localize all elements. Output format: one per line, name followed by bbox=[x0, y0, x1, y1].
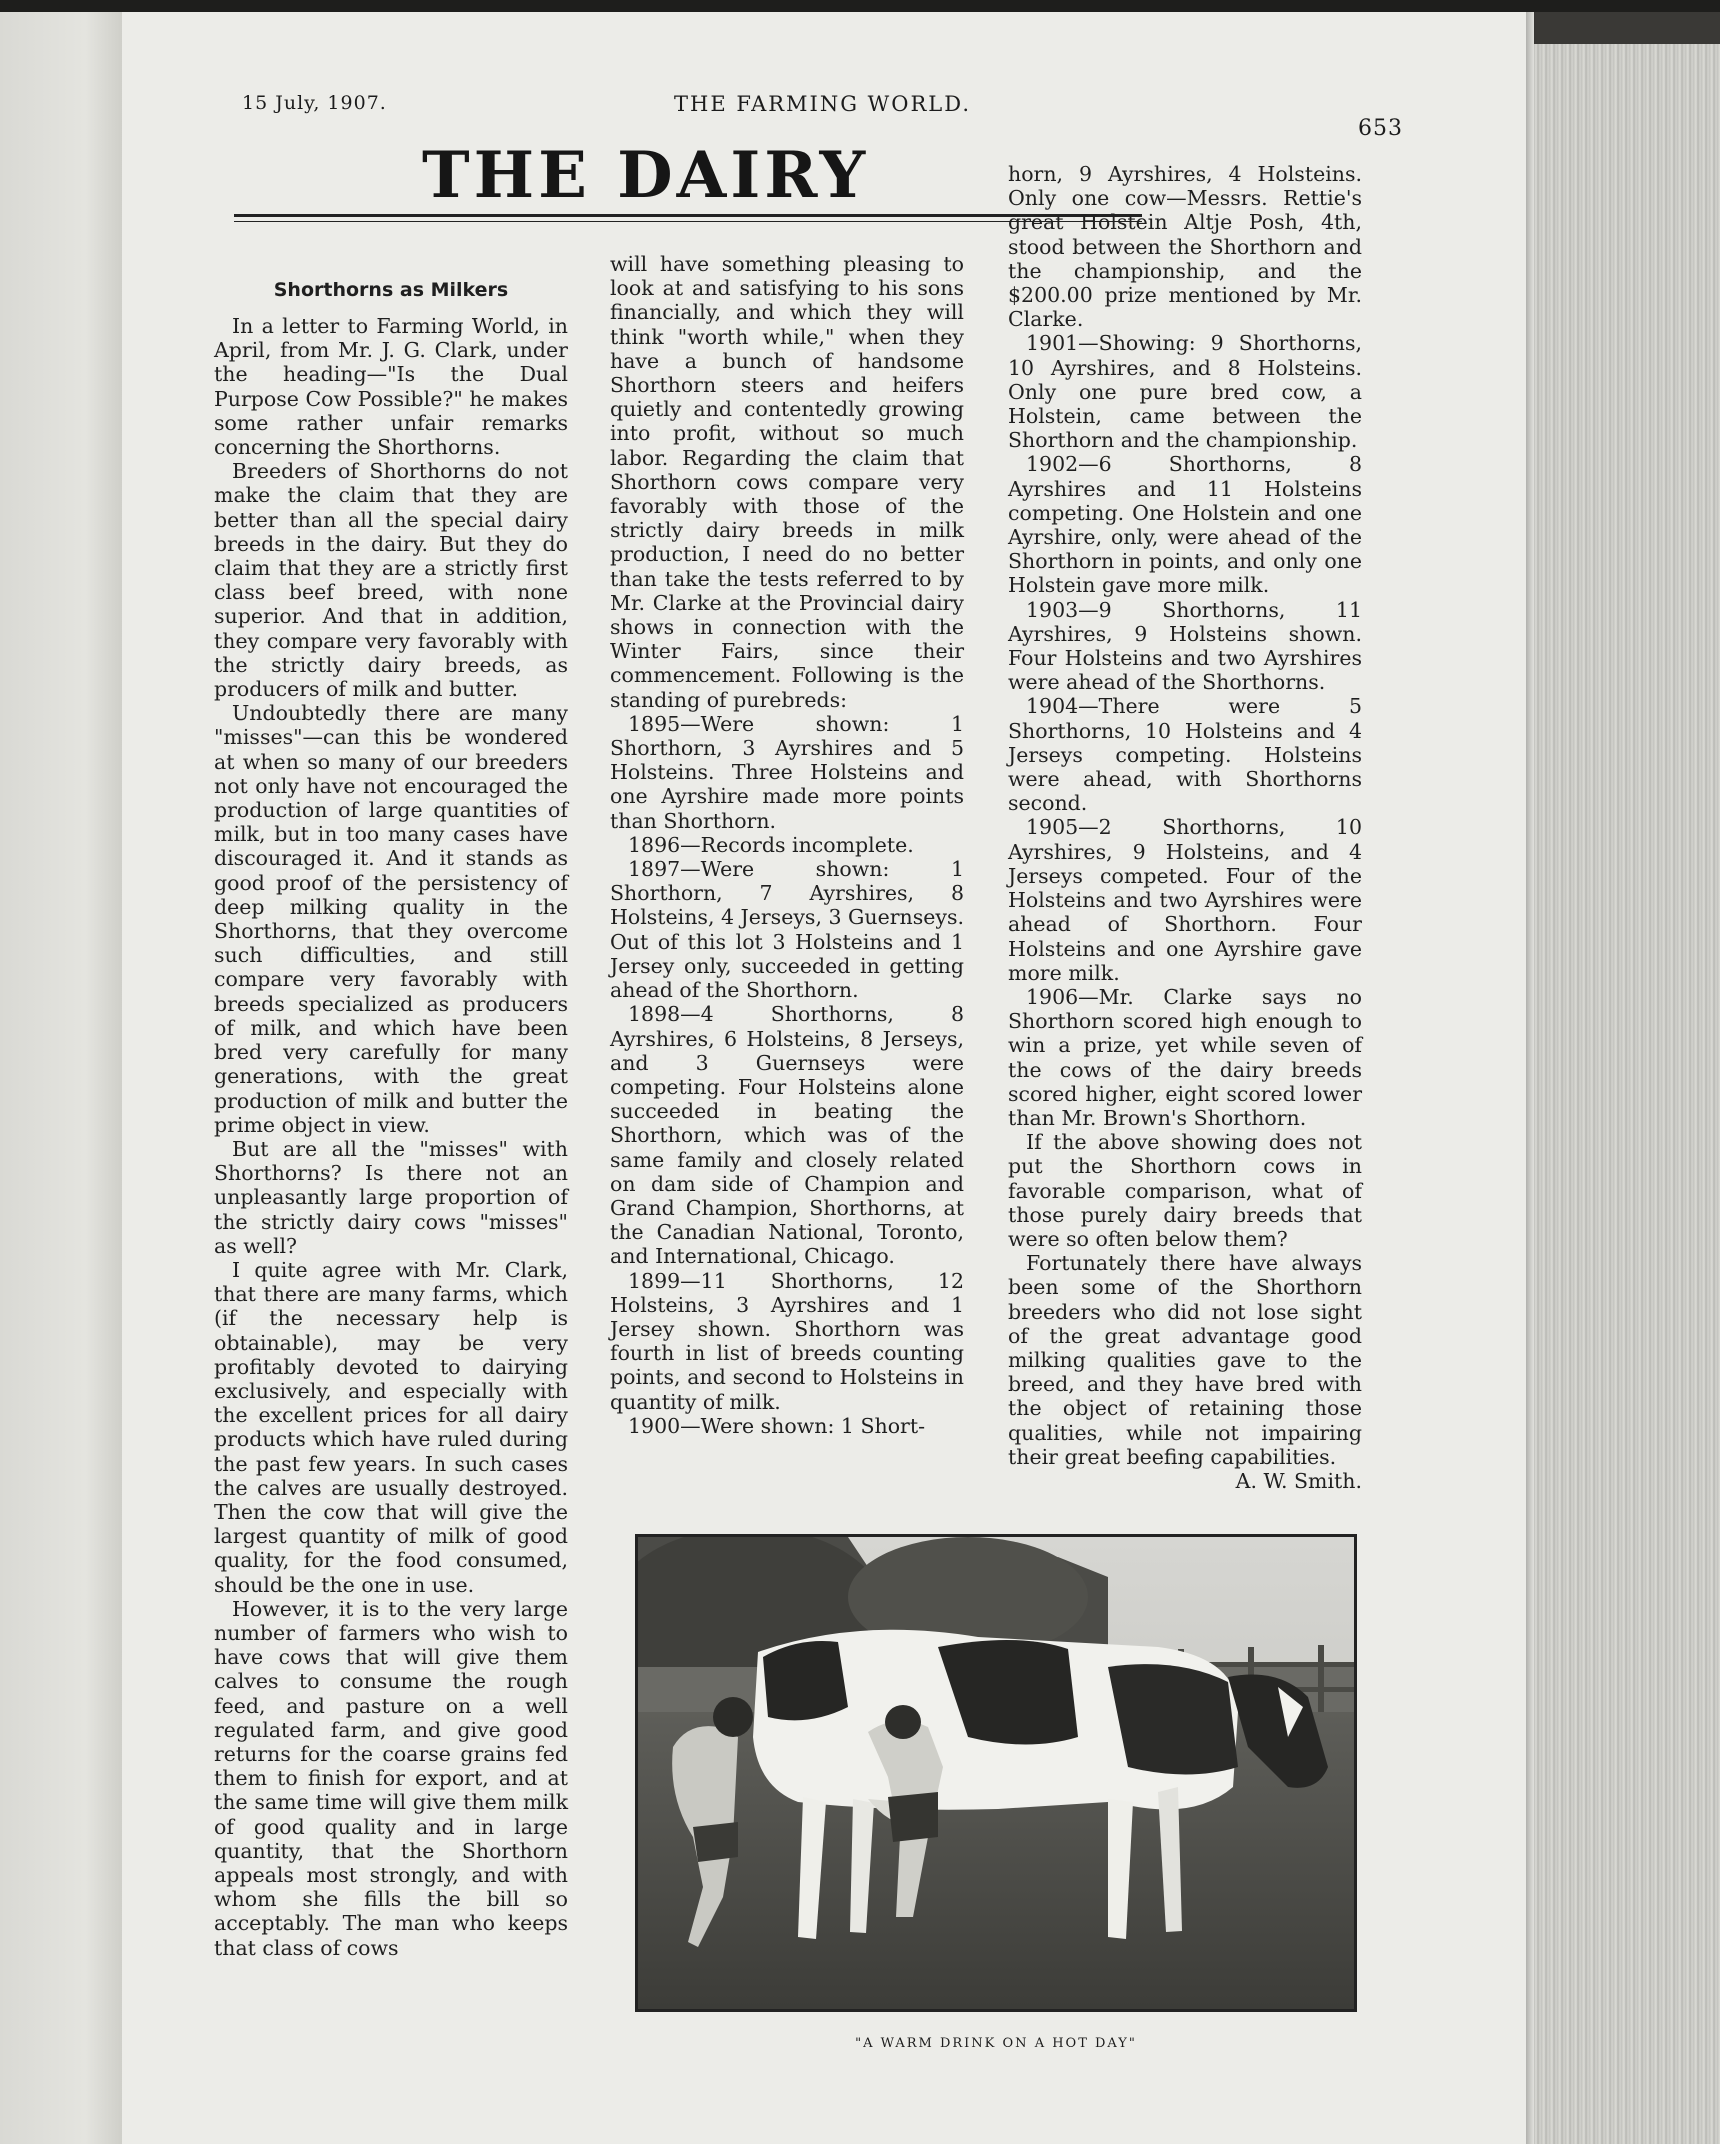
paragraph: Breeders of Shorthorns do not make the claim that they are better than all the special dairy breeds in the dairy. But they do claim that they are a strictly first class beef breed, with none superior. And that in addition, they compare very favorably with the strictly dairy breeds, as producers of milk and butter. bbox=[214, 459, 568, 702]
paragraph: 1901—Showing: 9 Shorthorns, 10 Ayrshires, and 8 Holsteins. Only one pure bred cow, a Holstein, came between the Shorthorn and the championship. bbox=[1008, 331, 1362, 453]
paragraph: 1905—2 Shorthorns, 10 Ayrshires, 9 Holsteins, and 4 Jerseys competed. Four of the Holsteins and two Ayrshires were ahead of Shorthorn. Four Holsteins and one Ayrshire gave more milk. bbox=[1008, 815, 1362, 985]
paragraph: 1899—11 Shorthorns, 12 Holsteins, 3 Ayrshires and 1 Jersey shown. Shorthorn was fourth in list of breeds counting points, and second to Holsteins in quantity of milk. bbox=[610, 1268, 964, 1414]
paragraph: 1900—Were shown: 1 Short- bbox=[628, 1413, 925, 1438]
paragraph: If the above showing does not put the Shorthorn cows in favorable comparison, what of those purely dairy breeds that were so often below them? bbox=[1008, 1130, 1362, 1251]
paragraph: 1906—Mr. Clarke says no Shorthorn scored high enough to win a prize, yet while seven of the cows of the dairy breeds scored higher, eight scored lower than Mr. Brown's Shorthorn. bbox=[1008, 984, 1362, 1130]
paragraph bbox=[1008, 1251, 1362, 1493]
paragraph: 1902—6 Shorthorns, 8 Ayrshires and 11 Holsteins competing. One Holstein and one Ayrshire, only, were ahead of the Shorthorn in points, and only one Holstein gave more milk. bbox=[1008, 452, 1362, 598]
page-number: 653 bbox=[1358, 116, 1403, 141]
paragraph: In a letter to Farming World, in April, from Mr. J. G. Clark, under the heading—"Is the Dual Purpose Cow Possible?" he makes some rather unfair remarks concerning the Shorthorns. bbox=[214, 314, 568, 460]
author-signature: A. W. Smith. bbox=[1235, 1468, 1362, 1493]
book-fore-edge bbox=[1534, 44, 1720, 2144]
title-rule-thick bbox=[234, 214, 1142, 217]
paragraph: I quite agree with Mr. Clark, that there are many farms, which (if the necessary help is obtainable), may be very profitably devoted to dairying exclusively, and especially with the excellent prices for all dairy products which have ruled during the past few years. In such cases the calves are usually destroyed. Then the cow that will give the largest quantity of milk of good quality, for the food consumed, should be the one in use. bbox=[214, 1257, 568, 1597]
paragraph: 1897—Were shown: 1 Shorthorn, 7 Ayrshires, 8 Holsteins, 4 Jerseys, 3 Guernseys. Out of this lot 3 Holsteins and 1 Jersey only, succeeded in getting ahead of the Shorthorn. bbox=[610, 857, 965, 1003]
paragraph: horn, 9 Ayrshires, 4 Holsteins. Only one cow—Messrs. Rettie's great Holstein Altje Posh, 4th, stood between the Shorthorn and the championship, and the $200.00 prize mentioned by Mr. Clarke. bbox=[1008, 162, 1362, 332]
paragraph: will have something pleasing to look at and satisfying to his sons financially, and which they will think "worth while," when they have a bunch of handsome Shorthorn steers and heifers quietly and contentedly growing into profit, without so much labor. Regarding the claim that Shorthorn cows compare very favorably with those of the strictly dairy breeds in milk production, I need do no better than take the tests referred to by Mr. Clarke at the Provincial dairy shows in connection with the Winter Fairs, since their commencement. Following is the standing of purebreds: bbox=[610, 252, 964, 712]
facing-page-edge bbox=[0, 12, 122, 2144]
header-date: 15 July, 1907. bbox=[242, 92, 387, 114]
paragraph: 1903—9 Shorthorns, 11 Ayrshires, 9 Holsteins shown. Four Holsteins and two Ayrshires were ahead of the Shorthorns. bbox=[1008, 597, 1362, 695]
paragraph: 1896—Records incomplete. bbox=[628, 832, 914, 857]
text-column-2 bbox=[610, 252, 964, 1438]
article-title: Shorthorns as Milkers bbox=[273, 279, 509, 301]
paragraph: However, it is to the very large number of farmers who wish to have cows that will give them calves to consume the rough feed, and pasture on a well regulated farm, and give good returns for the coarse grains fed them to finish for export, and at the same time will give them milk of good quality and in large quantity, that the Shorthorn appeals most strongly, and with whom she fills the bill so acceptably. The man who keeps that class of cows bbox=[214, 1596, 568, 1960]
paragraph: But are all the "misses" with Shorthorns? Is there not an unpleasantly large proportion of the strictly dairy cows "misses" as well? bbox=[214, 1136, 568, 1258]
text-column-1 bbox=[214, 278, 568, 1960]
paragraph: 1904—There were 5 Shorthorns, 10 Holsteins and 4 Jerseys competing. Holsteins were ahead, with Shorthorns second. bbox=[1008, 694, 1362, 816]
photograph-boys-with-cow bbox=[635, 1534, 1357, 2012]
page-edge-shadow bbox=[1526, 12, 1536, 2144]
paragraph: 1898—4 Shorthorns, 8 Ayrshires, 6 Holsteins, 8 Jerseys, and 3 Guernseys were competing. Four Holsteins alone succeeded in beating the Shorthorn, which was of the same family and closely related on dam side of Champion and Grand Champion, Shorthorns, at the Canadian National, Toronto, and International, Chicago. bbox=[610, 1002, 964, 1269]
section-title: THE DAIRY bbox=[422, 138, 870, 213]
paragraph: 1895—Were shown: 1 Shorthorn, 3 Ayrshires and 5 Holsteins. Three Holsteins and one Ayrshire made more points than Shorthorn. bbox=[610, 711, 964, 833]
header-publication: THE FARMING WORLD. bbox=[674, 92, 971, 116]
magazine-page bbox=[122, 12, 1534, 2144]
photo-illustration bbox=[638, 1537, 1354, 2009]
paragraph: Undoubtedly there are many "misses"—can this be wondered at when so many of our breeders not only have not encouraged the production of large quantities of milk, but in too many cases have discouraged it. And it stands as good proof of the persistency of deep milking quality in the Shorthorns, that they overcome such difficulties, and still compare very favorably with breeds specialized as producers of milk, and which have been bred very carefully for many generations, with the great production of milk and butter the prime object in view. bbox=[214, 701, 568, 1137]
paragraph-text: Fortunately there have always been some of the Shorthorn breeders who did not lose sight of the great advantage good milking qualities gave to the breed, and they have bred with the object of retaining those qualities, while not impairing their great beefing capabilities. bbox=[1008, 1251, 1362, 1469]
text-column-3 bbox=[1008, 162, 1362, 1493]
title-rule-thin bbox=[234, 221, 1142, 222]
scanner-top-border bbox=[0, 0, 1720, 12]
photo-caption: "A WARM DRINK ON A HOT DAY" bbox=[855, 2036, 1137, 2051]
